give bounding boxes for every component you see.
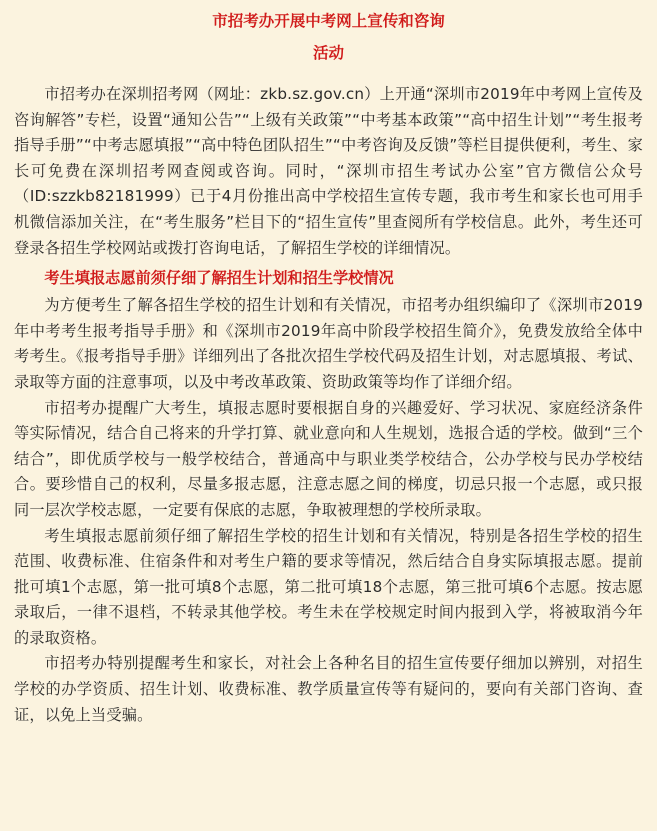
section-subheading: 考生填报志愿前须仔细了解招生计划和招生学校情况 <box>44 269 394 288</box>
article-title-line1: 市招考办开展中考网上宣传和咨询 <box>212 12 445 30</box>
intro-paragraph: 市招考办在深圳招考网（网址：zkb.sz.gov.cn）上开通“深圳市2019年中考网上宣传及咨询解答”专栏，设置“通知公告”“上级有关政策”“中考基本政策”“高中招生计划”“考生报考指导手册”“中考志愿填报”“高中特色团队招生”“中考咨询及反馈”等栏目提供便利，考生、家长可免费在深圳招考网查阅或咨询。同时，“深圳市招生考试办公室”官方微信公众号（ID:szzkb82181999）已于4月份推出高中学校招生宣传专题，我市考生和家长也可用手机微信添加关注，在“考生服务”栏目下的“招生宣传”里查阅所有学校信息。此外，考生还可登录各招生学校网站或拨打咨询电话，了解招生学校的详细情况。 <box>14 85 643 257</box>
body-paragraph-4: 市招考办特别提醒考生和家长，对社会上各种名目的招生宣传要仔细加以辨别，对招生学校的办学资质、招生计划、收费标准、教学质量宣传等有疑问的，要向有关部门咨询、查证，以免上当受骗。 <box>14 654 643 724</box>
body-paragraph-1: 为方便考生了解各招生学校的招生计划和有关情况，市招考办组织编印了《深圳市2019年中考考生报考指导手册》和《深圳市2019年高中阶段学校招生简介》，免费发放给全体中考考生。《报考指导手册》详细列出了各批次招生学校代码及招生计划，对志愿填报、考试、录取等方面的注意事项，以及中考改革政策、资助政策等均作了详细介绍。 <box>14 296 643 391</box>
body-paragraph-3: 考生填报志愿前须仔细了解招生学校的招生计划和有关情况，特别是各招生学校的招生范围、收费标准、住宿条件和对考生户籍的要求等情况，然后结合自身实际填报志愿。提前批可填1个志愿，第一批可填8个志愿，第二批可填18个志愿，第三批可填6个志愿。按志愿录取后，一律不退档，不转录其他学校。考生未在学校规定时间内报到入学，将被取消今年的录取资格。 <box>14 526 643 647</box>
article-title-line2: 活动 <box>312 44 344 62</box>
body-paragraph-2: 市招考办提醒广大考生，填报志愿时要根据自身的兴趣爱好、学习状况、家庭经济条件等实际情况，结合自己将来的升学打算、就业意向和人生规划，选报合适的学校。做到“三个结合”，即优质学校与一般学校结合，普通高中与职业类学校结合，公办学校与民办学校结合。要珍惜自己的权利，尽量多报志愿，注意志愿之间的梯度，切忌只报一个志愿，或只报同一层次学校志愿，一定要有保底的志愿，争取被理想的学校所录取。 <box>14 398 643 519</box>
